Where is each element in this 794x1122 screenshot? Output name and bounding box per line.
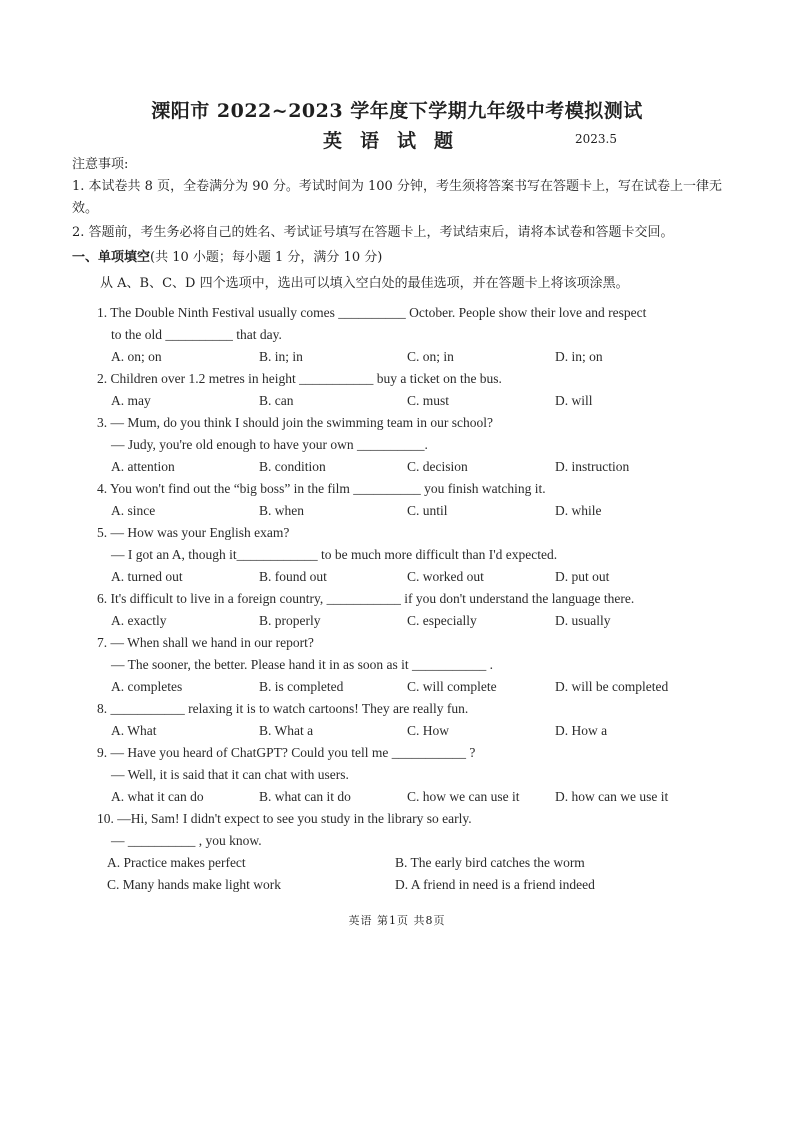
option-a: A. since bbox=[111, 503, 156, 518]
option-d: D. put out bbox=[555, 569, 610, 584]
option-a: A. exactly bbox=[111, 613, 167, 628]
question-stem: 10. —Hi, Sam! I didn't expect to see you study in the library so early. bbox=[97, 811, 472, 826]
question-6 bbox=[97, 588, 717, 632]
option-row bbox=[97, 676, 717, 698]
option-c: C. must bbox=[407, 393, 450, 408]
option-c: C. until bbox=[407, 503, 448, 518]
option-b: B. condition bbox=[259, 459, 326, 474]
option-c: C. on; in bbox=[407, 349, 454, 364]
option-row bbox=[97, 566, 717, 588]
question-stem: — Judy, you're old enough to have your own __________. bbox=[111, 437, 428, 452]
option-d: D. how can we use it bbox=[555, 789, 669, 804]
question-list bbox=[97, 302, 717, 896]
question-stem: — The sooner, the better. Please hand it in as soon as it ___________ . bbox=[111, 657, 494, 672]
option-c: C. especially bbox=[407, 613, 477, 628]
exam-title: 溧阳市 2022~2023 学年度下学期九年级中考模拟测试 bbox=[151, 100, 643, 122]
option-b: B. when bbox=[259, 503, 304, 518]
question-stem: 6. It's difficult to live in a foreign country, ___________ if you don't understand the language there. bbox=[97, 591, 635, 606]
option-d: D. in; on bbox=[555, 349, 603, 364]
section-heading bbox=[72, 246, 382, 265]
option-c: C. How bbox=[407, 723, 450, 738]
option-c: C. decision bbox=[407, 459, 468, 474]
option-a: A. may bbox=[111, 393, 151, 408]
option-b: B. The early bird catches the worm bbox=[395, 855, 585, 870]
question-stem: 3. — Mum, do you think I should join the swimming team in our school? bbox=[97, 415, 493, 430]
question-stem: to the old __________ that day. bbox=[111, 327, 282, 342]
exam-date: 2023.5 bbox=[575, 132, 617, 146]
question-2 bbox=[97, 368, 717, 412]
option-b: B. can bbox=[259, 393, 294, 408]
option-a: A. what it can do bbox=[111, 789, 204, 804]
question-5 bbox=[97, 522, 717, 588]
option-b: B. What a bbox=[259, 723, 314, 738]
question-stem: — Well, it is said that it can chat with users. bbox=[111, 767, 349, 782]
section-info: (共 10 小题；每小题 1 分，满分 10 分) bbox=[150, 250, 383, 265]
option-c: C. Many hands make light work bbox=[107, 877, 281, 892]
notice-item-2: 2. 答题前，考生务必将自己的姓名、考试证号填写在答题卡上，考试结束后，请将本试卷和答题卡交回。 bbox=[72, 225, 674, 240]
section-instruction: 从 A、B、C、D 四个选项中，选出可以填入空白处的最佳选项，并在答题卡上将该项涂黑。 bbox=[100, 276, 629, 291]
option-a: A. on; on bbox=[111, 349, 162, 364]
option-row bbox=[97, 852, 717, 874]
option-c: C. how we can use it bbox=[407, 789, 520, 804]
section-title: 一、单项填空 bbox=[72, 250, 151, 265]
option-row bbox=[97, 720, 717, 742]
question-stem: 8. ___________ relaxing it is to watch cartoons! They are really fun. bbox=[97, 701, 469, 716]
question-10 bbox=[97, 808, 717, 896]
question-1 bbox=[97, 302, 717, 368]
option-b: B. in; in bbox=[259, 349, 303, 364]
question-stem: 2. Children over 1.2 metres in height ___________ buy a ticket on the bus. bbox=[97, 371, 502, 386]
exam-subtitle: 英语试题 bbox=[322, 130, 471, 152]
option-row bbox=[97, 786, 717, 808]
option-row bbox=[97, 500, 717, 522]
question-8 bbox=[97, 698, 717, 742]
subtitle-row bbox=[0, 126, 794, 150]
option-a: A. What bbox=[111, 723, 157, 738]
option-d: D. A friend in need is a friend indeed bbox=[395, 877, 595, 892]
option-b: B. is completed bbox=[259, 679, 344, 694]
option-d: D. usually bbox=[555, 613, 611, 628]
question-4 bbox=[97, 478, 717, 522]
question-9 bbox=[97, 742, 717, 808]
notice-item-1: 1. 本试卷共 8 页，全卷满分为 90 分。考试时间为 100 分钟，考生须将答案书写在答题卡上，写在试卷上一律无效。 bbox=[72, 179, 722, 216]
option-row bbox=[97, 874, 717, 896]
option-d: D. How a bbox=[555, 723, 608, 738]
question-stem: — __________ , you know. bbox=[111, 833, 262, 848]
option-a: A. turned out bbox=[111, 569, 183, 584]
question-3 bbox=[97, 412, 717, 478]
option-b: B. what can it do bbox=[259, 789, 351, 804]
question-7 bbox=[97, 632, 717, 698]
option-b: B. found out bbox=[259, 569, 327, 584]
option-c: C. worked out bbox=[407, 569, 484, 584]
option-row bbox=[97, 610, 717, 632]
question-stem: — I got an A, though it____________ to be much more difficult than I'd expected. bbox=[111, 547, 558, 562]
question-stem: 4. You won't find out the “big boss” in the film __________ you finish watching it. bbox=[97, 481, 546, 496]
page-footer: 英语 第1页 共8页 bbox=[348, 914, 446, 927]
option-row bbox=[97, 390, 717, 412]
option-row bbox=[97, 346, 717, 368]
option-d: D. will be completed bbox=[555, 679, 669, 694]
option-row bbox=[97, 456, 717, 478]
option-d: D. instruction bbox=[555, 459, 630, 474]
option-d: D. while bbox=[555, 503, 602, 518]
option-a: A. completes bbox=[111, 679, 183, 694]
option-a: A. Practice makes perfect bbox=[107, 855, 246, 870]
question-stem: 9. — Have you heard of ChatGPT? Could you tell me ___________ ? bbox=[97, 745, 476, 760]
option-a: A. attention bbox=[111, 459, 175, 474]
option-c: C. will complete bbox=[407, 679, 497, 694]
question-stem: 7. — When shall we hand in our report? bbox=[97, 635, 314, 650]
notice-heading: 注意事项: bbox=[72, 157, 129, 172]
question-stem: 1. The Double Ninth Festival usually comes __________ October. People show their love and respect bbox=[97, 305, 647, 320]
option-b: B. properly bbox=[259, 613, 321, 628]
option-d: D. will bbox=[555, 393, 593, 408]
question-stem: 5. — How was your English exam? bbox=[97, 525, 290, 540]
